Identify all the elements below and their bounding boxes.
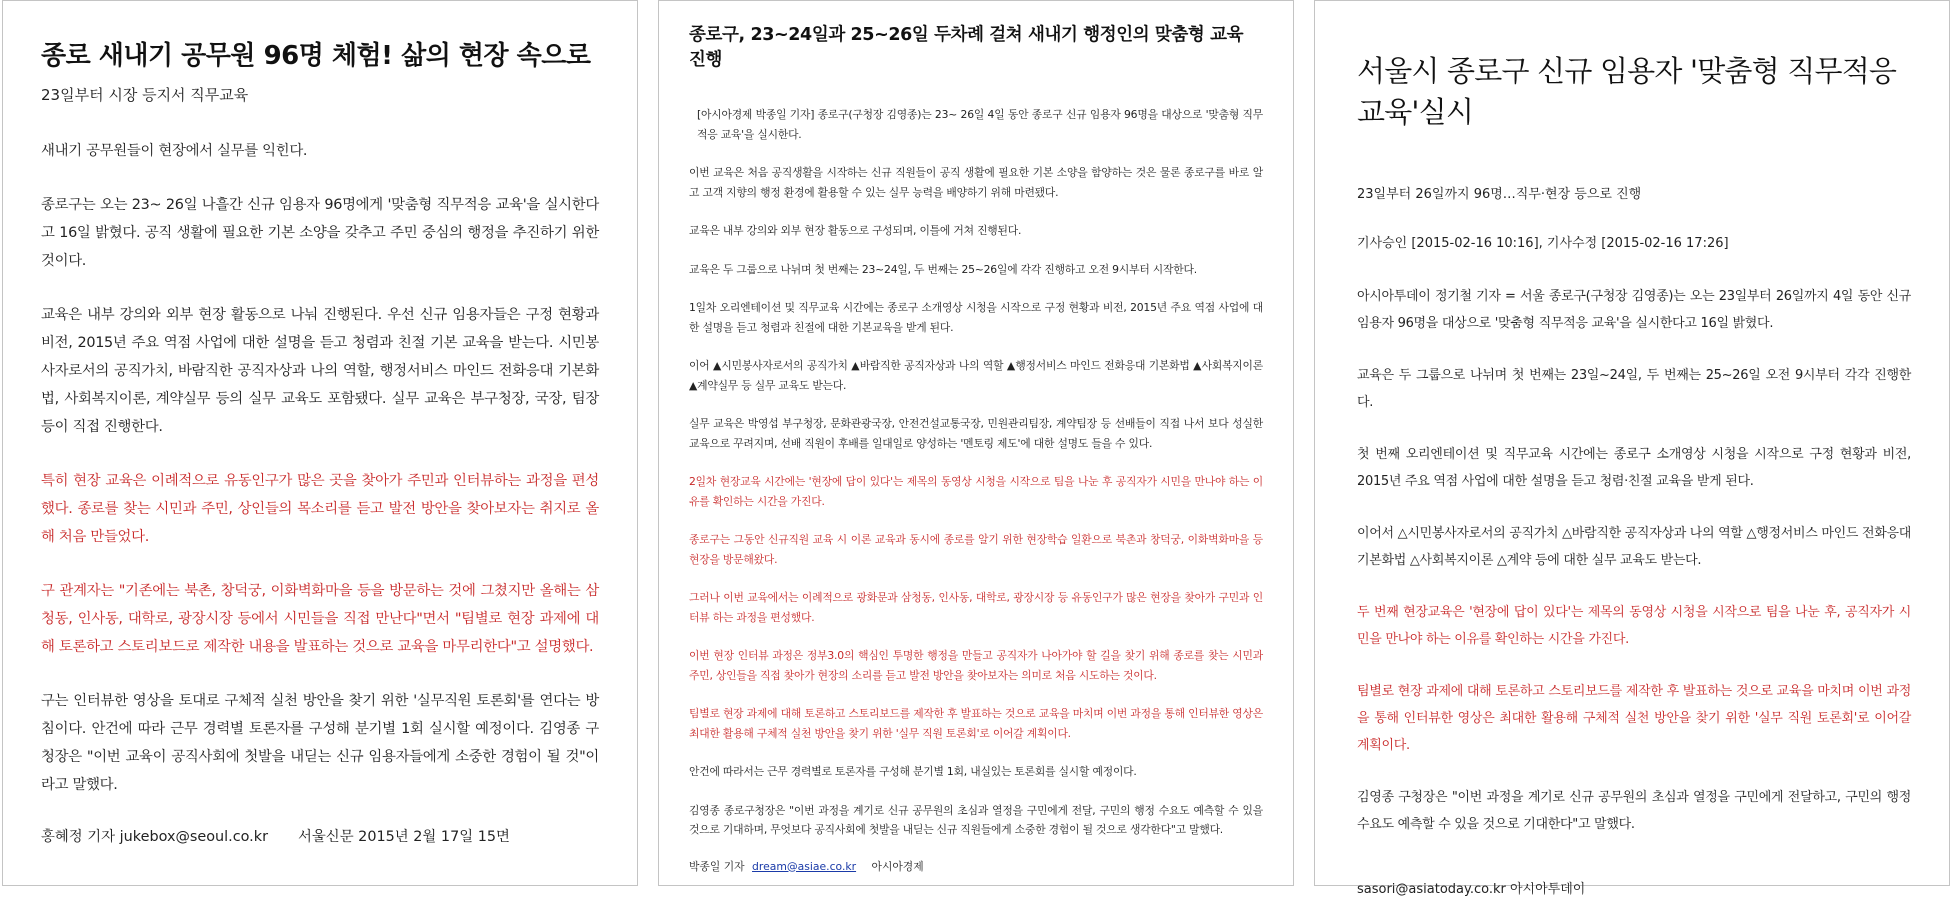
article-panel-seoul-shinmun bbox=[2, 0, 638, 886]
article-panel-asiatoday bbox=[1314, 0, 1950, 897]
byline-reporter: 홍혜정 기자 jukebox@seoul.co.kr bbox=[41, 829, 268, 845]
byline: sasori@asiatoday.co.kr 아시아투데이 bbox=[1357, 882, 1586, 897]
article-timestamps: 기사승인 [2015-02-16 10:16], 기사수정 [2015-02-16 17:26] bbox=[1357, 236, 1729, 251]
byline-source: 아시아경제 bbox=[871, 859, 924, 873]
article-paragraph: [아시아경제 박종일 기자] 종로구(구청장 김영종)는 23~ 26일 4일 동안 종로구 신규 임용자 96명을 대상으로 '맞춤형 직무적응 교육'을 실시한다. bbox=[697, 108, 1263, 141]
highlighted-paragraph: 구 관계자는 "기존에는 북촌, 창덕궁, 이화벽화마을 등을 방문하는 것에 그쳤지만 올해는 삼청동, 인사동, 대학로, 광장시장 등에서 시민들을 직접 만난다"면서 "팀별로 현장 과제에 대해 토론하고 스토리보드로 제작한 내용을 발표하는 것으로 교육을 마무리한다"고 설명했다. bbox=[41, 583, 599, 655]
byline bbox=[41, 825, 599, 846]
highlighted-paragraph: 그러나 이번 교육에서는 이례적으로 광화문과 삼청동, 인사동, 대학로, 광장시장 등 유동인구가 많은 현장을 찾아가 구민과 인터뷰 하는 과정을 편성했다. bbox=[689, 591, 1263, 624]
highlighted-paragraph: 팀별로 현장 과제에 대해 토론하고 스토리보드를 제작한 후 발표하는 것으로 교육을 마치며 이번 과정을 통해 인터뷰한 영상은 최대한 활용해 구체적 실천 방안을 찾기 위한 '실무 직원 토론회'로 이어갈 계획이다. bbox=[689, 707, 1263, 740]
article-paragraph: 김영종 종로구청장은 "이번 과정을 계기로 신규 공무원의 초심과 열정을 구민에게 전달, 구민의 행정 수요도 예측할 수 있을 것으로 기대하며, 무엇보다 공직사회에 첫발을 내딛는 신규 직원들에게 소중한 경험이 될 것으로 생각한다"고 말했다. bbox=[689, 803, 1263, 836]
article-paragraph: 새내기 공무원들이 현장에서 실무를 익힌다. bbox=[41, 143, 308, 159]
reporter-email-link[interactable]: dream@asiae.co.kr bbox=[752, 859, 857, 873]
highlighted-paragraph: 이번 현장 인터뷰 과정은 정부3.0의 핵심인 투명한 행정을 만들고 공직자가 나아가야 할 길을 찾기 위해 종로를 찾는 시민과 주민, 상인들을 직접 찾아가 현장의 소리를 듣고 발전 방안을 찾아보자는 의미로 처음 시도하는 것이다. bbox=[689, 649, 1263, 682]
article-subtitle: 23일부터 시장 등지서 직무교육 bbox=[41, 86, 249, 104]
byline-reporter: 박종일 기자 bbox=[689, 859, 745, 873]
article-paragraph: 교육은 내부 강의와 외부 현장 활동으로 구성되며, 이틀에 거쳐 진행된다. bbox=[689, 224, 1022, 237]
article-paragraph: 이어서 △시민봉사자로서의 공직가치 △바람직한 공직자상과 나의 역할 △행정서비스 마인드 전화응대 기본화법 △사회복지이론 △계약 등에 대한 실무 교육도 받는다. bbox=[1357, 526, 1911, 568]
highlighted-paragraph: 특히 현장 교육은 이례적으로 유동인구가 많은 곳을 찾아가 주민과 인터뷰하는 과정을 편성했다. 종로를 찾는 시민과 주민, 상인들의 목소리를 듣고 발전 방안을 찾아보자는 취지로 올해 처음 만들었다. bbox=[41, 473, 599, 545]
article-paragraph: 교육은 두 그룹으로 나뉘며 첫 번째는 23~24일, 두 번째는 25~26일에 각각 진행하고 오전 9시부터 시작한다. bbox=[689, 262, 1197, 276]
byline bbox=[689, 859, 1263, 874]
highlighted-paragraph: 두 번째 현장교육은 '현장에 답이 있다'는 제목의 동영상 시청을 시작으로 팀을 나눈 후, 공직자가 시민을 만나야 하는 이유를 확인하는 시간을 가진다. bbox=[1357, 605, 1911, 647]
highlighted-paragraph: 팀별로 현장 과제에 대해 토론하고 스토리보드를 제작한 후 발표하는 것으로 교육을 마치며 이번 과정을 통해 인터뷰한 영상은 최대한 활용해 구체적 실천 방안을 찾기 위한 '실무 직원 토론회'로 이어갈 계획이다. bbox=[1357, 684, 1911, 753]
article-subtitle: 23일부터 26일까지 96명…직무·현장 등으로 진행 bbox=[1357, 187, 1642, 202]
article-title: 서울시 종로구 신규 임용자 '맞춤형 직무적응 교육'실시 bbox=[1357, 54, 1897, 129]
article-paragraph: 이어 ▲시민봉사자로서의 공직가치 ▲바람직한 공직자상과 나의 역할 ▲행정서비스 마인드 전화응대 기본화법 ▲사회복지이론 ▲계약실무 등 실무 교육도 받는다. bbox=[689, 359, 1263, 392]
article-paragraph: 첫 번째 오리엔테이션 및 직무교육 시간에는 종로구 소개영상 시청을 시작으로 구정 현황과 비전, 2015년 주요 역점 사업에 대한 설명을 듣고 청렴·친절 교육을 받게 된다. bbox=[1357, 447, 1911, 489]
article-paragraph: 교육은 내부 강의와 외부 현장 활동으로 나눠 진행된다. 우선 신규 임용자들은 구정 현황과 비전, 2015년 주요 역점 사업에 대한 설명을 듣고 청렴과 친절 기본 교육을 받는다. 시민봉사자로서의 공직가치, 바람직한 공직자상과 나의 역할, 행정서비스 마인드 전화응대 기본화법, 사회복지이론, 계약실무 등의 실무 교육도 포함됐다. 실무 교육은 부구청장, 국장, 팀장 등이 직접 진행한다. bbox=[41, 307, 599, 435]
article-title: 종로 새내기 공무원 96명 체험! 삶의 현장 속으로 bbox=[41, 41, 591, 71]
article-paragraph: 구는 인터뷰한 영상을 토대로 구체적 실천 방안을 찾기 위한 '실무직원 토론회'를 연다는 방침이다. 안건에 따라 근무 경력별 토론자를 구성해 분기별 1회 실시할 예정이다. 김영종 구청장은 "이번 교육이 공직사회에 첫발을 내딛는 신규 임용자들에게 소중한 경험이 될 것"이라고 말했다. bbox=[41, 693, 599, 793]
highlighted-paragraph: 종로구는 그동안 신규직원 교육 시 이론 교육과 동시에 종로를 알기 위한 현장학습 일환으로 북촌과 창덕궁, 이화벽화마을 등 현장을 방문해왔다. bbox=[689, 533, 1263, 566]
article-panel-asiae bbox=[658, 0, 1294, 886]
article-paragraph: 1일차 오리엔테이션 및 직무교육 시간에는 종로구 소개영상 시청을 시작으로 구정 현황과 비전, 2015년 주요 역점 사업에 대한 설명을 듣고 청렴과 친절에 대한 기본교육을 받게 된다. bbox=[689, 301, 1263, 334]
highlighted-paragraph: 2일차 현장교육 시간에는 '현장에 답이 있다'는 제목의 동영상 시청을 시작으로 팀을 나눈 후 공직자가 시민을 만나야 하는 이유를 확인하는 시간을 가진다. bbox=[689, 475, 1263, 508]
article-paragraph: 아시아투데이 정기철 기자 = 서울 종로구(구청장 김영종)는 오는 23일부터 26일까지 4일 동안 신규 임용자 96명을 대상으로 '맞춤형 직무적응 교육'을 실시한다고 16일 밝혔다. bbox=[1357, 289, 1911, 331]
article-paragraph: 김영종 구청장은 "이번 과정을 계기로 신규 공무원의 초심과 열정을 구민에게 전달하고, 구민의 행정 수요도 예측할 수 있을 것으로 기대한다"고 말했다. bbox=[1357, 790, 1911, 832]
article-paragraph: 실무 교육은 박영섭 부구청장, 문화관광국장, 안전건설교통국장, 민원관리팀장, 계약팀장 등 선배들이 직접 나서 보다 성실한 교육으로 꾸려지며, 선배 직원이 후배를 일대일로 양성하는 '멘토링 제도'에 대한 설명도 들을 수 있다. bbox=[689, 417, 1263, 450]
article-title: 종로구, 23~24일과 25~26일 두차례 걸쳐 새내기 행정인의 맞춤형 교육 진행 bbox=[689, 25, 1244, 70]
article-paragraph: 교육은 두 그룹으로 나뉘며 첫 번째는 23일~24일, 두 번째는 25~26일 오전 9시부터 각각 진행한다. bbox=[1357, 368, 1911, 410]
article-paragraph: 이번 교육은 처음 공직생활을 시작하는 신규 직원들이 공직 생활에 필요한 기본 소양을 함양하는 것은 물론 종로구를 바로 알고 고객 지향의 행정 환경에 활용할 수 있는 실무 능력을 배양하기 위해 마련됐다. bbox=[689, 166, 1263, 199]
byline-source: 서울신문 2015년 2월 17일 15면 bbox=[298, 829, 510, 845]
article-paragraph: 종로구는 오는 23~ 26일 나흘간 신규 임용자 96명에게 '맞춤형 직무적응 교육'을 실시한다고 16일 밝혔다. 공직 생활에 필요한 기본 소양을 갖추고 주민 중심의 행정을 추진하기 위한 것이다. bbox=[41, 197, 599, 269]
article-paragraph: 안건에 따라서는 근무 경력별로 토론자를 구성해 분기별 1회, 내실있는 토론회를 실시할 예정이다. bbox=[689, 765, 1137, 778]
